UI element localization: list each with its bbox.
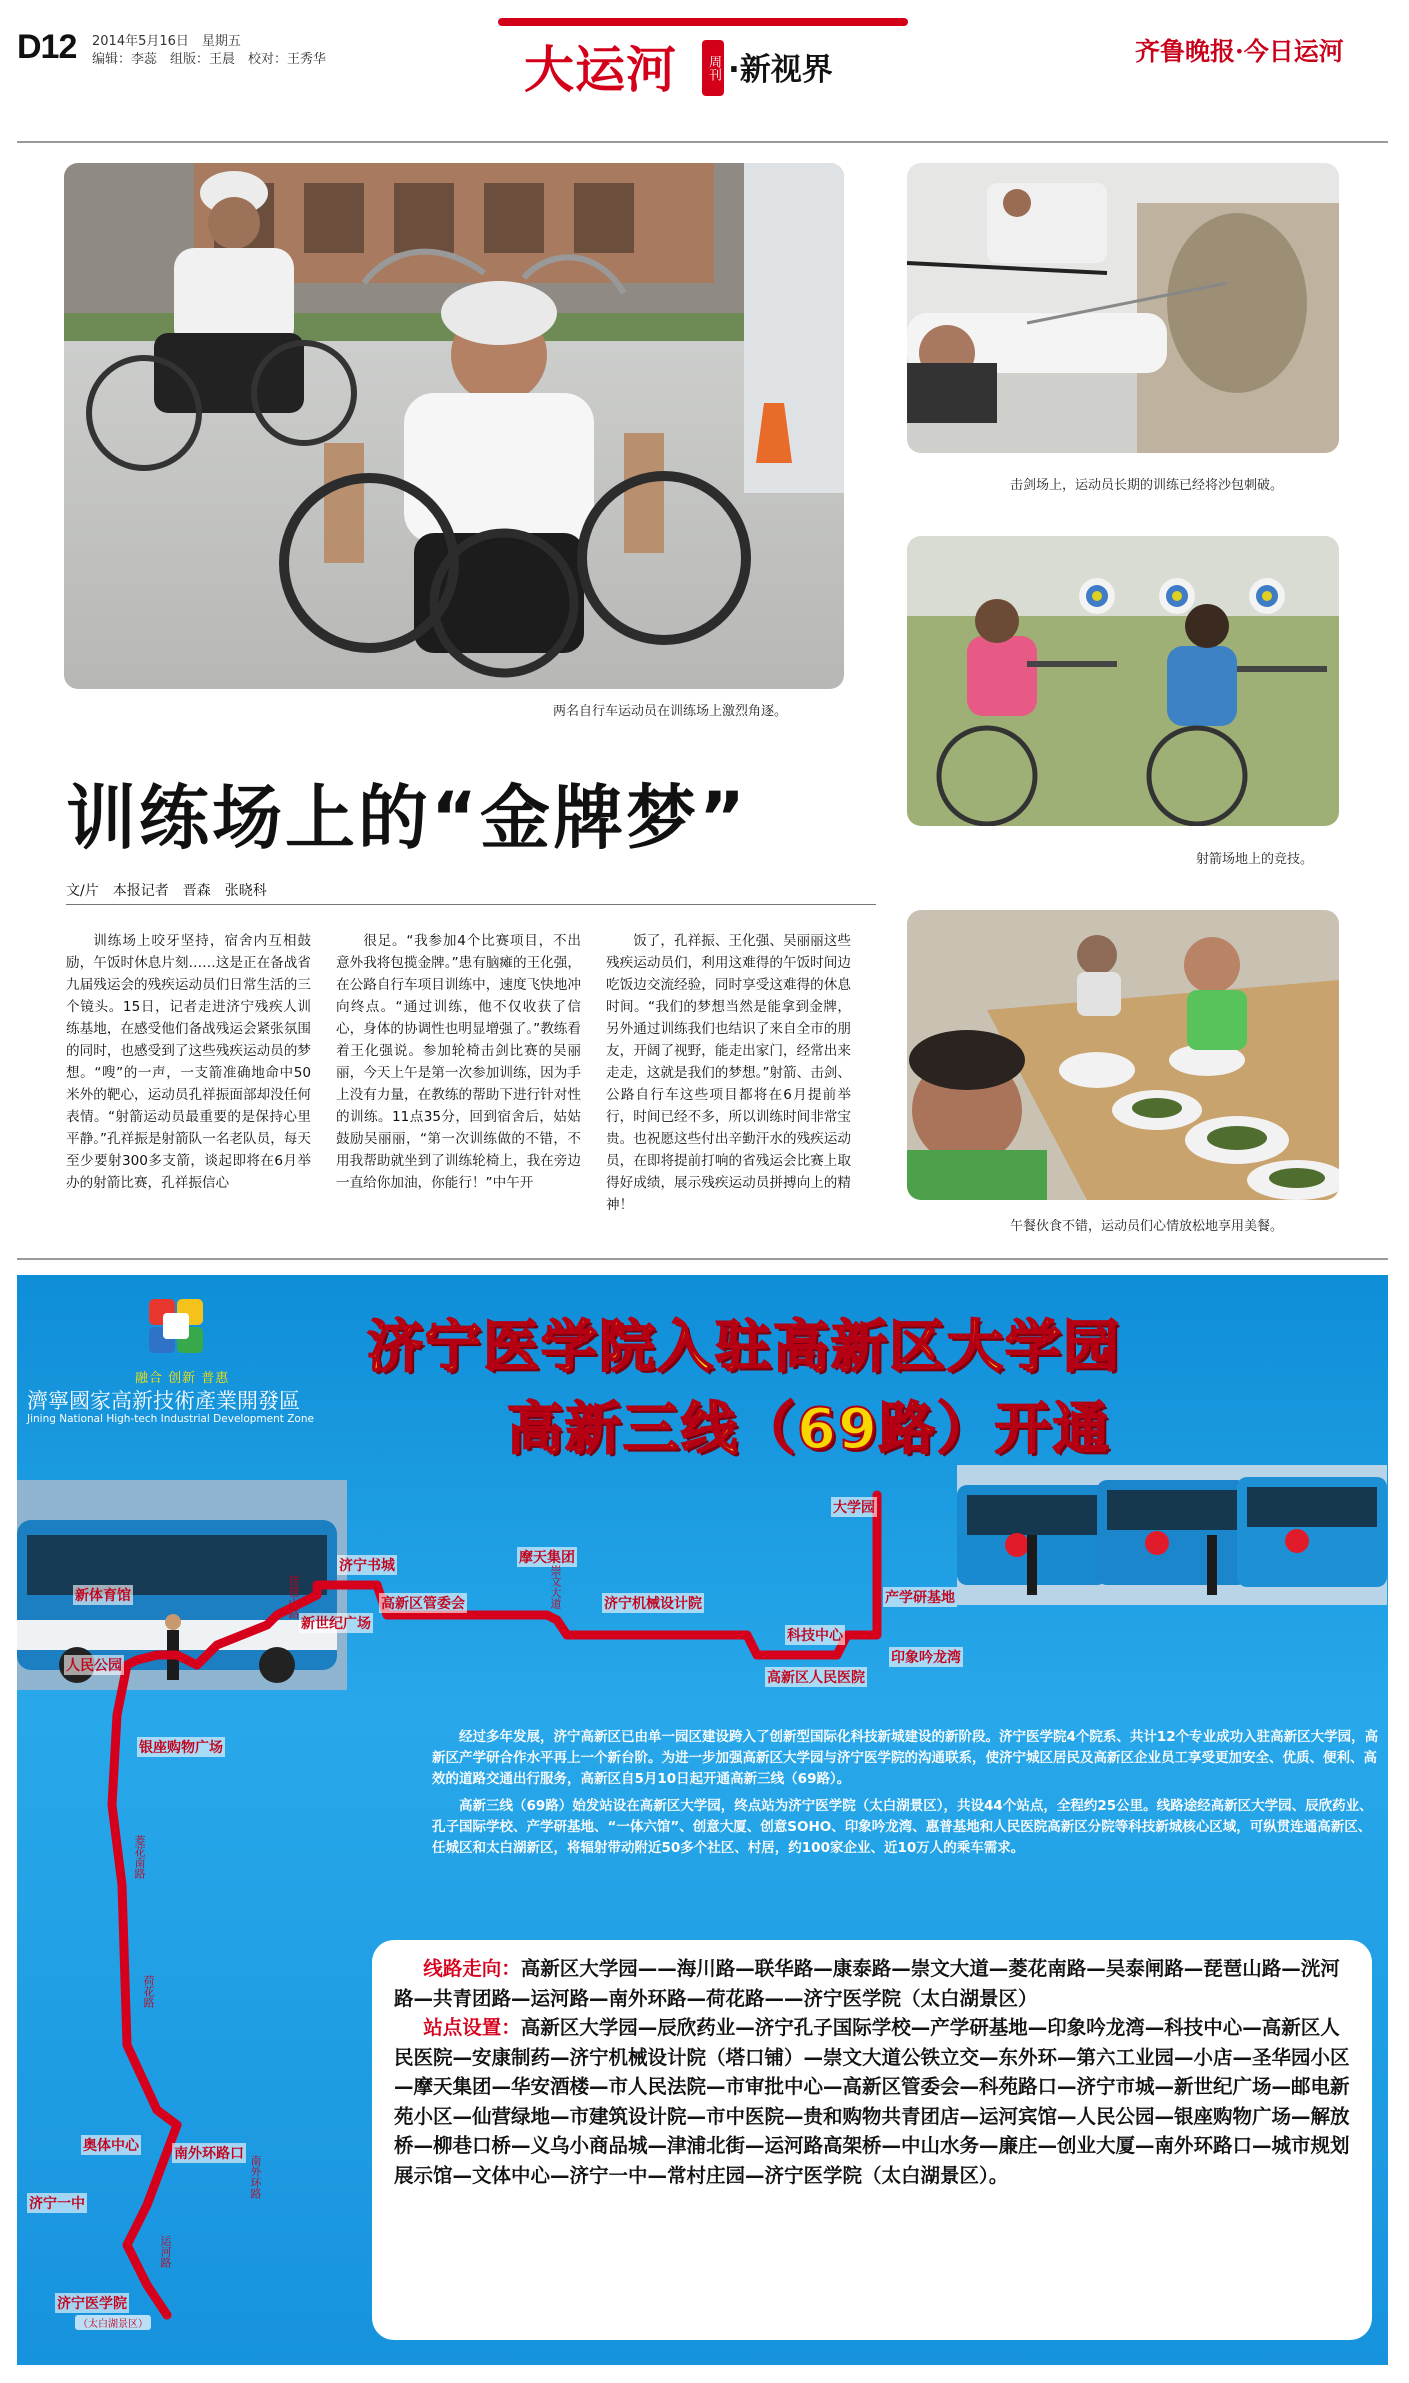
map-stop-motian: 摩天集团 xyxy=(517,1547,577,1567)
editor-credits: 编辑：李蕊 组版：王晨 校对：王秀华 xyxy=(92,52,327,67)
section-title-bar xyxy=(498,18,908,26)
archery-photo-caption: 射箭场地上的竞技。 xyxy=(1196,852,1314,867)
map-stop-guanweihui: 高新区管委会 xyxy=(379,1593,467,1613)
zone-name-cn: 濟寧國家高新技術產業開發區 xyxy=(27,1389,300,1413)
section-title: 大运河 xyxy=(524,40,677,99)
stop-list-text: 高新区大学园—辰欣药业—济宁孔子国际学校—产学研基地—印象吟龙湾—科技中心—高新区人民医院—安康制药—济宁机械设计院（塔口铺）—崇文大道公铁立交—东外环—第六工业园—小店—圣华园小区—摩天集团—华安酒楼—市人民法院—市审批中心—高新区管委会—科苑路口—济宁市城—新世纪广场—邮电新苑小区—仙营绿地—市建筑设计院—市中医院—贵和购物共青团店—运河宾馆—人民公园—银座购物广场—解放桥—柳巷口桥—义乌小商品城—津浦北街—运河路高架桥—中山水务—廉庄—创业大厦—南外环路口—城市规划展示馆—文体中心—济宁一中—常村庄园—济宁医学院（太白湖景区）。 xyxy=(394,2016,1350,2187)
ad-info-text xyxy=(432,1727,1382,1859)
section-subtitle: ·新视界 xyxy=(728,52,833,88)
road-label-1: 琵琶山路 xyxy=(287,1575,300,1619)
article-byline: 文/片 本报记者 晋森 张晓科 xyxy=(66,883,267,899)
map-stop-yixueyuan-sub: （太白湖景区） xyxy=(75,2315,151,2330)
route-direction-label: 线路走向： xyxy=(423,1957,521,1980)
ad-info-paragraph-2: 高新三线（69路）始发站设在高新区大学园，终点站为济宁医学院（太白湖景区），共设44个站点，全程约25公里。线路途经高新区大学园、辰欣药业、孔子国际学校、产学研基地、“一体六馆”、创意大厦、创意SOHO、印象吟龙湾、惠普基地和人民医院高新区分院等科技新城核心区域，可纵贯连通高新区、任城区和太白湖新区，将辐射带动附近50多个社区、村居，约100家企业、近10万人的乘车需求。 xyxy=(432,1798,1373,1856)
advertisement xyxy=(17,1275,1388,2365)
cycling-photo-caption: 两名自行车运动员在训练场上激烈角逐。 xyxy=(553,704,788,719)
map-stop-shucheng: 济宁书城 xyxy=(337,1555,397,1575)
map-stop-yixueyuan: 济宁医学院 xyxy=(55,2293,129,2313)
article-column-3: 饭了，孔祥振、王化强、吴丽丽这些残疾运动员们，利用这难得的午饭时间边吃饭边交流经验，同时享受这难得的休息时间。“我们的梦想当然是能拿到金牌，另外通过训练我们也结识了来自全市的朋友，开阔了视野，能走出家门，经常出来走走，这就是我们的梦想。”射箭、击剑、公路自行车这些项目都将在6月提前举行，时间已经不多，所以训练时间非常宝贵。也祝愿这些付出辛勤汗水的残疾运动员，在即将提前打响的省残运会比赛上取得好成绩，展示残疾运动员拼搏向上的精神！ xyxy=(606,933,851,1213)
route-info-box xyxy=(372,1940,1372,2340)
map-stop-nanwaihuanlu: 南外环路口 xyxy=(172,2143,246,2163)
paper-name xyxy=(1135,32,1344,68)
header-divider xyxy=(17,141,1388,143)
road-label-6: 南外环路 xyxy=(249,2155,262,2199)
map-stop-keji: 科技中心 xyxy=(785,1625,845,1645)
road-label-2: 崇文大道 xyxy=(549,1565,562,1609)
stop-list xyxy=(394,2013,1350,2190)
page-header xyxy=(0,0,1409,150)
map-stop-aotizhongxin: 奥体中心 xyxy=(81,2135,141,2155)
headline-part1: 训练场上的 xyxy=(66,777,431,859)
zone-name-en: Jining National High-tech Industrial Development Zone xyxy=(27,1413,314,1425)
article-column-2: 很足。“我参加4个比赛项目，不出意外我将包揽金牌。”患有脑瘫的王化强，在公路自行车项目训练中，速度飞快地冲向终点。“通过训练，他不仅收获了信心，身体的协调性也明显增强了。”教练看着王化强说。参加轮椅击剑比赛的吴丽丽，今天上午是第一次参加训练，因为手上没有力量，在教练的帮助下进行针对性的训练。11点35分，回到宿舍后，姑姑鼓励吴丽丽，“第一次训练做的不错，不用我帮助就坐到了训练轮椅上，我在旁边一直给你加油，你能行！”中午开 xyxy=(336,933,581,1191)
map-stop-renminyiyuan: 高新区人民医院 xyxy=(765,1667,867,1687)
map-stop-xintiyuguan: 新体育馆 xyxy=(73,1585,133,1605)
map-stop-yinzuo: 银座购物广场 xyxy=(137,1737,225,1757)
page-number: D12 xyxy=(17,28,77,66)
lunch-photo xyxy=(907,910,1339,1200)
archery-photo-art xyxy=(907,536,1339,826)
map-stop-jiningyizhong: 济宁一中 xyxy=(27,2193,87,2213)
ad-divider xyxy=(17,1258,1388,1260)
fencing-photo xyxy=(907,163,1339,453)
issue-date: 2014年5月16日 星期五 xyxy=(92,34,241,49)
archery-photo xyxy=(907,536,1339,826)
map-stop-jixie: 济宁机械设计院 xyxy=(602,1593,704,1613)
road-label-4: 荷花路 xyxy=(142,1975,155,2008)
byline-rule xyxy=(66,904,876,905)
lunch-photo-art xyxy=(907,910,1339,1200)
route-direction xyxy=(394,1954,1350,2013)
cycling-photo-art xyxy=(64,163,844,689)
map-stop-chanxueyan: 产学研基地 xyxy=(883,1587,957,1607)
ad-headline-line1: 济宁医学院入驻高新区大学园 xyxy=(367,1315,1121,1380)
fencing-photo-art xyxy=(907,163,1339,453)
paper-name-text: 齐鲁晚报 xyxy=(1135,37,1236,66)
cycling-photo xyxy=(64,163,844,689)
ad-headline-line2: 高新三线（69路）开通 xyxy=(507,1397,1111,1462)
map-stop-daxueyuan: 大学园 xyxy=(831,1497,877,1517)
paper-section-text: ·今日运河 xyxy=(1235,37,1344,66)
map-stop-yinxiang: 印象吟龙湾 xyxy=(889,1647,963,1667)
headline-part2: “金牌梦” xyxy=(431,777,749,859)
route-direction-text: 高新区大学园——海川路—联华路—康泰路—崇文大道—菱花南路—吴泰闸路—琵琶山路—洸河路—共青团路—运河路—南外环路—荷花路——济宁医学院（太白湖景区） xyxy=(394,1957,1340,2010)
stop-list-label: 站点设置： xyxy=(423,2016,521,2039)
map-stop-xinshiji: 新世纪广场 xyxy=(299,1613,373,1633)
fencing-photo-caption: 击剑场上，运动员长期的训练已经将沙包刺破。 xyxy=(1010,478,1284,493)
road-label-3: 菱花南路 xyxy=(133,1835,146,1879)
buses-right-photo xyxy=(957,1465,1387,1605)
lunch-photo-caption: 午餐伙食不错，运动员们心情放松地享用美餐。 xyxy=(1010,1219,1284,1234)
section-title-badge: 周刊 xyxy=(702,40,724,96)
zone-logo-icon xyxy=(137,1297,213,1361)
article-headline xyxy=(66,762,748,863)
road-label-5: 运河路 xyxy=(159,2235,172,2268)
article-column-1: 训练场上咬牙坚持，宿舍内互相鼓励，午饭时休息片刻……这是正在备战省九届残运会的残疾运动员们日常生活的三个镜头。15日，记者走进济宁残疾人训练基地，在感受他们备战残运会紧张氛围的同时，也感受到了这些残疾运动员的梦想。“嗖”的一声，一支箭准确地命中50米外的靶心，运动员孔祥振面部却没任何表情。“射箭运动员最重要的是保持心里平静。”孔祥振是射箭队一名老队员，每天至少要射300多支箭，谈起即将在6月举办的射箭比赛，孔祥振信心 xyxy=(66,933,311,1191)
map-stop-renmingongyuan: 人民公园 xyxy=(64,1655,124,1675)
ad-info-paragraph-1: 经过多年发展，济宁高新区已由单一园区建设跨入了创新型国际化科技新城建设的新阶段。济宁医学院4个院系、共计12个专业成功入驻高新区大学园，高新区产学研合作水平再上一个新台阶。为进一步加强高新区大学园与济宁医学院的沟通联系，使济宁城区居民及高新区企业员工享受更加安全、优质、便利、高效的道路交通出行服务，高新区自5月10日起开通高新三线（69路）。 xyxy=(432,1729,1379,1787)
logo-slogan: 融合 创新 普惠 xyxy=(135,1371,230,1386)
